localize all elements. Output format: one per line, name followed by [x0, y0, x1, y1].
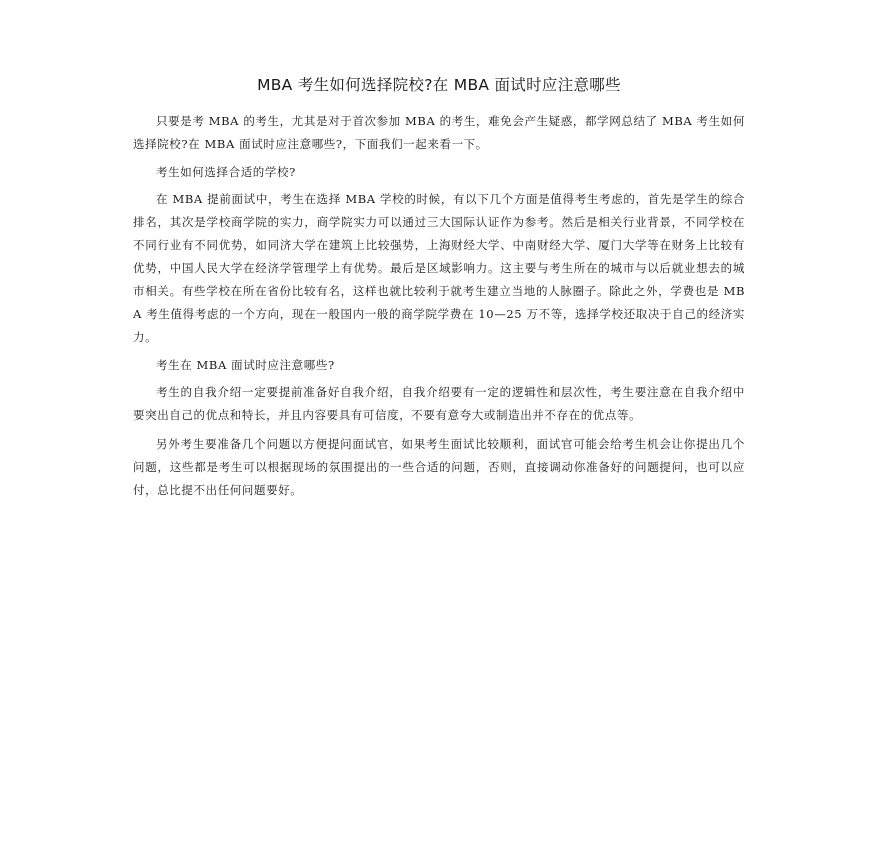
intro-paragraph: 只要是考 MBA 的考生，尤其是对于首次参加 MBA 的考生，难免会产生疑惑，都学网总结了 MBA 考生如何选择院校?在 MBA 面试时应注意哪些?，下面我们一起来看一下。	[133, 114, 745, 151]
document-page	[133, 74, 745, 508]
section-heading-school-choice: 考生如何选择合适的学校?	[156, 165, 296, 179]
questions-paragraph: 另外考生要准备几个问题以方便提问面试官，如果考生面试比较顺利，面试官可能会给考生机会让你提出几个问题，这些都是考生可以根据现场的氛围提出的一些合适的问题，否则，直接调动你准备好的问题提问，也可以应付，总比提不出任何问题要好。	[133, 437, 745, 497]
section-heading-interview: 考生在 MBA 面试时应注意哪些?	[156, 358, 335, 372]
document-title: MBA 考生如何选择院校?在 MBA 面试时应注意哪些	[257, 76, 621, 94]
self-intro-paragraph: 考生的自我介绍一定要提前准备好自我介绍，自我介绍要有一定的逻辑性和层次性，考生要注意在自我介绍中要突出自己的优点和特长，并且内容要具有可信度，不要有意夸大或制造出并不存在的优点等。	[133, 385, 745, 422]
school-choice-paragraph: 在 MBA 提前面试中，考生在选择 MBA 学校的时候，有以下几个方面是值得考生考虑的，首先是学生的综合排名，其次是学校商学院的实力，商学院实力可以通过三大国际认证作为参考。然后是相关行业背景，不同学校在不同行业有不同优势，如同济大学在建筑上比较强势，上海财经大学、中南财经大学、厦门大学等在财务上比较有优势，中国人民大学在经济学管理学上有优势。最后是区域影响力。这主要与考生所在的城市与以后就业想去的城市相关。有些学校在所在省份比较有名，这样也就比较利于就考生建立当地的人脉圈子。除此之外，学费也是 MBA 考生值得考虑的一个方向，现在一般国内一般的商学院学费在 10—25 万不等，选择学校还取决于自己的经济实力。	[133, 192, 745, 344]
